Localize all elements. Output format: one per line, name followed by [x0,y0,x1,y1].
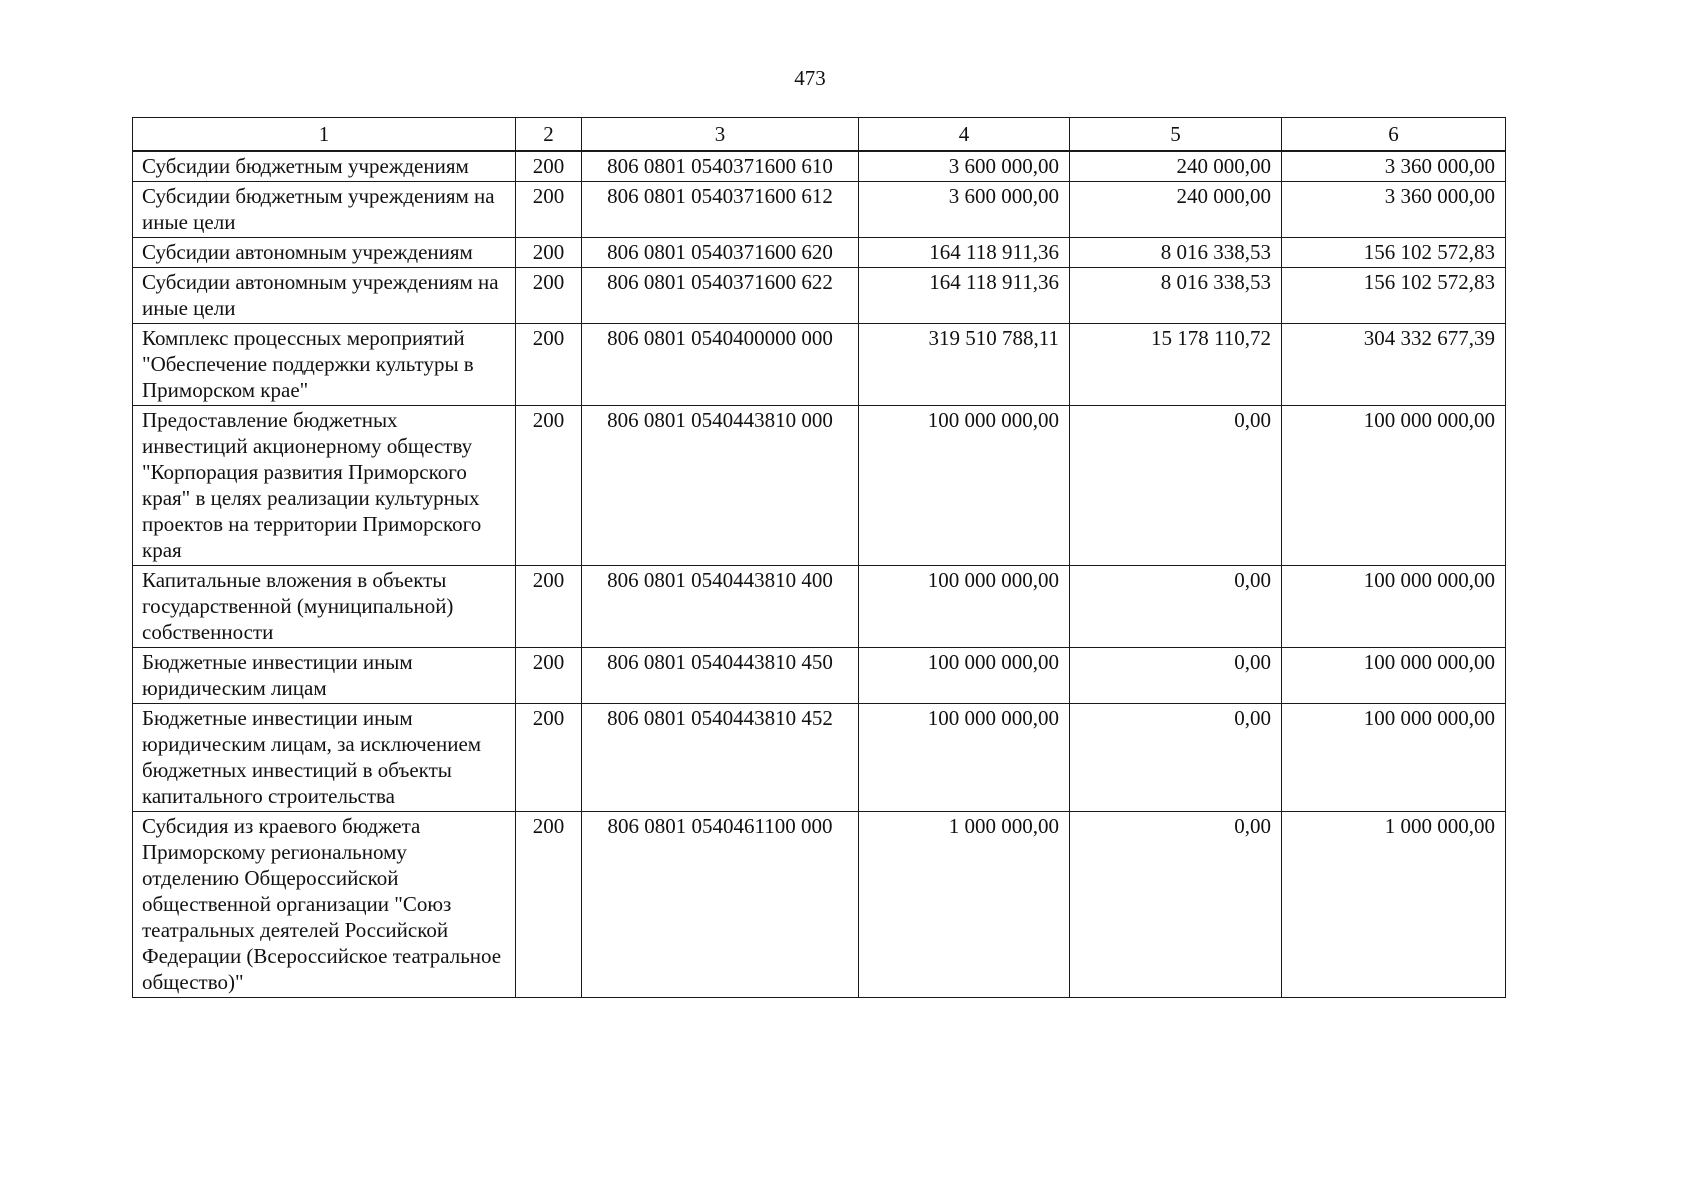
header-col-3: 3 [582,118,859,152]
row-code-cell: 200 [516,566,582,648]
row-kbk-cell: 806 0801 0540461100 000 [582,812,859,998]
row-kbk-cell: 806 0801 0540400000 000 [582,324,859,406]
row-code-cell: 200 [516,324,582,406]
row-amount-5-cell: 0,00 [1070,648,1282,704]
header-col-4: 4 [859,118,1070,152]
row-amount-5-cell: 0,00 [1070,704,1282,812]
row-amount-5-cell: 0,00 [1070,812,1282,998]
row-code-cell: 200 [516,151,582,182]
row-amount-4-cell: 164 118 911,36 [859,268,1070,324]
row-name-cell: Бюджетные инвестиции иным юридическим лицам, за исключением бюджетных инвестиций в объекты капитального строительства [133,704,516,812]
row-kbk-cell: 806 0801 0540371600 612 [582,182,859,238]
header-col-2: 2 [516,118,582,152]
row-amount-6-cell: 100 000 000,00 [1282,648,1506,704]
table-row [133,324,1506,406]
row-name-cell: Бюджетные инвестиции иным юридическим лицам [133,648,516,704]
row-code-cell: 200 [516,812,582,998]
row-amount-6-cell: 3 360 000,00 [1282,151,1506,182]
row-code-cell: 200 [516,268,582,324]
row-amount-6-cell: 3 360 000,00 [1282,182,1506,238]
row-amount-4-cell: 319 510 788,11 [859,324,1070,406]
table-row [133,648,1506,704]
row-code-cell: 200 [516,238,582,268]
row-amount-6-cell: 100 000 000,00 [1282,566,1506,648]
budget-table [132,117,1506,998]
header-col-6: 6 [1282,118,1506,152]
row-amount-5-cell: 15 178 110,72 [1070,324,1282,406]
row-amount-4-cell: 3 600 000,00 [859,151,1070,182]
row-code-cell: 200 [516,704,582,812]
row-amount-5-cell: 240 000,00 [1070,182,1282,238]
table-row [133,406,1506,566]
row-kbk-cell: 806 0801 0540443810 400 [582,566,859,648]
row-amount-4-cell: 100 000 000,00 [859,566,1070,648]
table-header [133,118,1506,152]
header-row [133,118,1506,152]
page-number: 473 [794,66,826,90]
table-row [133,812,1506,998]
row-amount-4-cell: 100 000 000,00 [859,704,1070,812]
header-col-5: 5 [1070,118,1282,152]
row-code-cell: 200 [516,648,582,704]
row-kbk-cell: 806 0801 0540371600 620 [582,238,859,268]
row-amount-6-cell: 156 102 572,83 [1282,268,1506,324]
row-amount-5-cell: 8 016 338,53 [1070,238,1282,268]
row-name-cell: Субсидия из краевого бюджета Приморскому региональному отделению Общероссийской общественной организации "Союз театральных деятелей Российской Федерации (Всероссийское театральное общество)" [133,812,516,998]
row-amount-5-cell: 0,00 [1070,406,1282,566]
row-amount-4-cell: 1 000 000,00 [859,812,1070,998]
row-name-cell: Субсидии автономным учреждениям на иные цели [133,268,516,324]
row-amount-6-cell: 1 000 000,00 [1282,812,1506,998]
header-col-1: 1 [133,118,516,152]
table-row [133,704,1506,812]
row-name-cell: Капитальные вложения в объекты государственной (муниципальной) собственности [133,566,516,648]
table-row [133,151,1506,182]
row-amount-6-cell: 156 102 572,83 [1282,238,1506,268]
row-name-cell: Субсидии бюджетным учреждениям [133,151,516,182]
row-kbk-cell: 806 0801 0540443810 452 [582,704,859,812]
row-kbk-cell: 806 0801 0540371600 622 [582,268,859,324]
row-amount-6-cell: 304 332 677,39 [1282,324,1506,406]
row-amount-4-cell: 3 600 000,00 [859,182,1070,238]
table-row [133,268,1506,324]
row-amount-4-cell: 100 000 000,00 [859,648,1070,704]
row-amount-4-cell: 164 118 911,36 [859,238,1070,268]
row-code-cell: 200 [516,182,582,238]
row-amount-4-cell: 100 000 000,00 [859,406,1070,566]
row-kbk-cell: 806 0801 0540443810 450 [582,648,859,704]
row-amount-5-cell: 8 016 338,53 [1070,268,1282,324]
row-amount-6-cell: 100 000 000,00 [1282,406,1506,566]
row-name-cell: Субсидии автономным учреждениям [133,238,516,268]
table-row [133,566,1506,648]
row-amount-5-cell: 240 000,00 [1070,151,1282,182]
row-kbk-cell: 806 0801 0540443810 000 [582,406,859,566]
table-body [133,151,1506,998]
row-kbk-cell: 806 0801 0540371600 610 [582,151,859,182]
table-row [133,238,1506,268]
row-name-cell: Предоставление бюджетных инвестиций акционерному обществу "Корпорация развития Приморского края" в целях реализации культурных проектов на территории Приморского края [133,406,516,566]
table-row [133,182,1506,238]
row-code-cell: 200 [516,406,582,566]
row-name-cell: Комплекс процессных мероприятий "Обеспечение поддержки культуры в Приморском крае" [133,324,516,406]
row-amount-6-cell: 100 000 000,00 [1282,704,1506,812]
row-amount-5-cell: 0,00 [1070,566,1282,648]
row-name-cell: Субсидии бюджетным учреждениям на иные цели [133,182,516,238]
